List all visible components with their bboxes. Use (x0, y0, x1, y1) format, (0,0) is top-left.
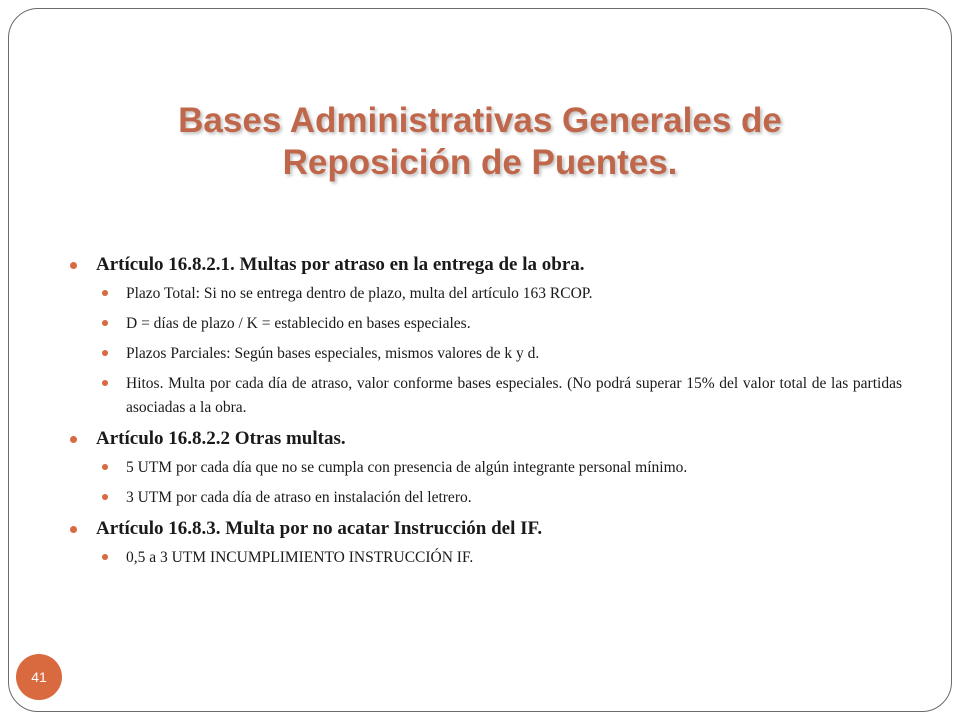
list-item-text: Plazo Total: Si no se entrega dentro de plazo, multa del artículo 163 RCOP. (126, 285, 593, 302)
list-item-text: Hitos. Multa por cada día de atraso, valor conforme bases especiales. (No podrá superar 15% del valor total de las partidas asociadas a la obra. (126, 375, 902, 416)
list-item (102, 282, 902, 306)
bullet-dot-icon (102, 554, 108, 560)
list-item (102, 312, 902, 336)
list-item-text: D = días de plazo / K = establecido en bases especiales. (126, 315, 471, 332)
slide-title-line-2: Reposición de Puentes. (282, 143, 678, 182)
section-heading-text: Artículo 16.8.2.2 Otras multas. (96, 428, 346, 449)
list-item-text: Plazos Parciales: Según bases especiales, mismos valores de k y d. (126, 345, 540, 362)
bullet-dot-icon (70, 526, 77, 533)
bullet-dot-icon (102, 380, 108, 386)
page-number-badge (16, 654, 62, 700)
slide-title (60, 100, 900, 184)
slide-title-line-1: Bases Administrativas Generales de (178, 101, 782, 140)
list-item (102, 486, 902, 510)
slide-content (70, 252, 902, 576)
page-number: 41 (31, 669, 47, 685)
list-item (102, 456, 902, 480)
section-heading (70, 516, 902, 542)
section-heading-text: Artículo 16.8.3. Multa por no acatar Instrucción del IF. (96, 518, 543, 539)
list-item (102, 342, 902, 366)
bullet-dot-icon (102, 350, 108, 356)
bullet-dot-icon (70, 436, 77, 443)
bullet-dot-icon (102, 320, 108, 326)
bullet-dot-icon (102, 464, 108, 470)
section-heading (70, 426, 902, 452)
bullet-dot-icon (102, 494, 108, 500)
list-item-text: 0,5 a 3 UTM INCUMPLIMIENTO INSTRUCCIÓN IF. (126, 549, 474, 566)
section-heading (70, 252, 902, 278)
list-item (102, 372, 902, 420)
bullet-dot-icon (102, 290, 108, 296)
list-item-text: 5 UTM por cada día que no se cumpla con presencia de algún integrante personal mínimo. (126, 459, 688, 476)
list-item (102, 546, 902, 570)
section-heading-text: Artículo 16.8.2.1. Multas por atraso en la entrega de la obra. (96, 254, 585, 275)
list-item-text: 3 UTM por cada día de atraso en instalación del letrero. (126, 489, 472, 506)
bullet-dot-icon (70, 262, 77, 269)
